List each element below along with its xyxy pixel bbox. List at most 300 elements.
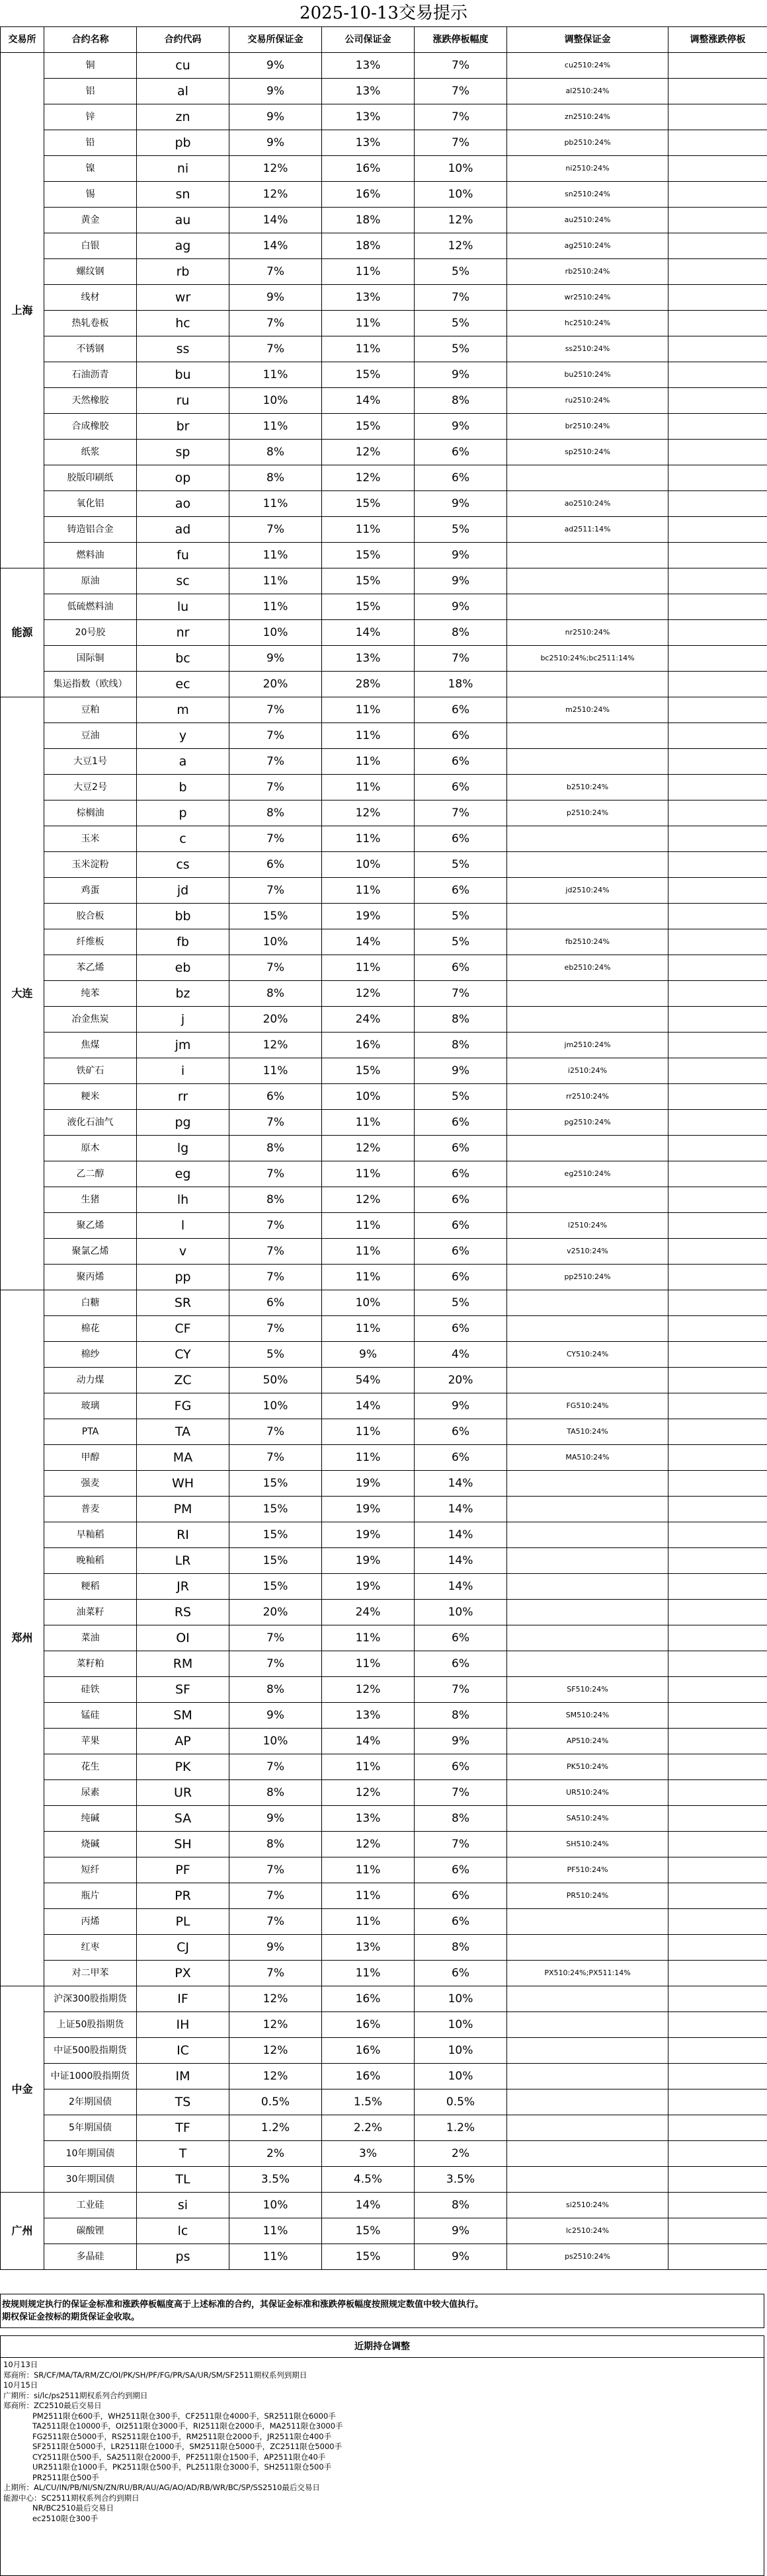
exchange-margin-cell: 12% — [229, 1033, 322, 1058]
exchange-margin-cell: 8% — [229, 1832, 322, 1857]
contract-code-cell: TF — [137, 2115, 229, 2141]
price-limit-cell: 6% — [415, 1883, 507, 1909]
price-limit-cell: 9% — [415, 1393, 507, 1419]
adjust-limit-cell — [668, 1342, 767, 1368]
company-margin-cell: 11% — [322, 1419, 415, 1445]
adjust-margin-cell — [507, 1471, 668, 1497]
recent-line: FG2511限仓5000手，RS2511限仓100手，RM2511限仓2000手，JR2511限仓400手 — [32, 2431, 332, 2441]
adjust-margin-cell: TA510:24% — [507, 1419, 668, 1445]
adjust-margin-cell: jm2510:24% — [507, 1033, 668, 1058]
header-adjust-limit: 调整涨跌停板 — [668, 27, 767, 53]
contract-name-cell: 沪深300股指期货 — [44, 1986, 137, 2012]
contract-code-cell: ss — [137, 336, 229, 362]
adjust-margin-cell: si2510:24% — [507, 2193, 668, 2218]
contract-code-cell: LR — [137, 1548, 229, 1574]
exchange-margin-cell: 9% — [229, 1806, 322, 1832]
exchange-margin-cell: 7% — [229, 1316, 322, 1342]
contract-code-cell: PL — [137, 1909, 229, 1935]
company-margin-cell: 15% — [322, 491, 415, 517]
company-margin-cell: 2.2% — [322, 2115, 415, 2141]
price-limit-cell: 6% — [415, 1961, 507, 1986]
contract-code-cell: WH — [137, 1471, 229, 1497]
price-limit-cell: 10% — [415, 2038, 507, 2064]
exchange-margin-cell: 3.5% — [229, 2167, 322, 2193]
adjust-limit-cell — [668, 1084, 767, 1110]
company-margin-cell: 11% — [322, 1961, 415, 1986]
adjust-limit-cell — [668, 672, 767, 697]
table-row — [1, 208, 767, 233]
price-limit-cell: 6% — [415, 749, 507, 775]
company-margin-cell: 13% — [322, 79, 415, 104]
contract-name-cell: 原油 — [44, 568, 137, 594]
exchange-margin-cell: 9% — [229, 79, 322, 104]
adjust-limit-cell — [668, 1522, 767, 1548]
exchange-cell: 广州 — [1, 2193, 44, 2270]
price-limit-cell: 9% — [415, 568, 507, 594]
company-margin-cell: 11% — [322, 1754, 415, 1780]
contract-code-cell: IC — [137, 2038, 229, 2064]
adjust-limit-cell — [668, 336, 767, 362]
adjust-limit-cell — [668, 53, 767, 79]
price-limit-cell: 0.5% — [415, 2089, 507, 2115]
contract-code-cell: ni — [137, 156, 229, 182]
recent-line: ec2510限仓300手 — [32, 2513, 99, 2523]
adjust-limit-cell — [668, 1806, 767, 1832]
exchange-margin-cell: 11% — [229, 414, 322, 440]
price-limit-cell: 9% — [415, 1729, 507, 1754]
company-margin-cell: 16% — [322, 156, 415, 182]
recent-lines — [1, 2358, 764, 2524]
company-margin-cell: 19% — [322, 1548, 415, 1574]
adjust-limit-cell — [668, 1935, 767, 1961]
contract-code-cell: p — [137, 800, 229, 826]
adjust-margin-cell: cu2510:24% — [507, 53, 668, 79]
exchange-margin-cell: 9% — [229, 53, 322, 79]
recent-line: 郑商所：SR/CF/MA/TA/RM/ZC/OI/PK/SH/PF/FG/PR/SA/UR/SM/SF2511期权系列到期日 — [3, 2370, 307, 2380]
contract-name-cell: 玉米淀粉 — [44, 852, 137, 878]
price-limit-cell: 5% — [415, 259, 507, 285]
table-row — [1, 981, 767, 1007]
contract-name-cell: 生猪 — [44, 1187, 137, 1213]
note-line: 按规则规定执行的保证金标准和涨跌停板幅度高于上述标准的合约，其保证金标准和涨跌停板幅度按照规定数值中较大值执行。 — [2, 2300, 484, 2310]
contract-name-cell: 晚籼稻 — [44, 1548, 137, 1574]
price-limit-cell: 7% — [415, 1780, 507, 1806]
contract-code-cell: lh — [137, 1187, 229, 1213]
company-margin-cell: 11% — [322, 1445, 415, 1471]
exchange-cell: 上海 — [1, 53, 44, 568]
table-row — [1, 1600, 767, 1625]
exchange-margin-cell: 20% — [229, 672, 322, 697]
price-limit-cell: 10% — [415, 156, 507, 182]
exchange-margin-cell: 7% — [229, 336, 322, 362]
company-margin-cell: 11% — [322, 336, 415, 362]
table-row — [1, 130, 767, 156]
price-limit-cell: 12% — [415, 208, 507, 233]
price-limit-cell: 14% — [415, 1574, 507, 1600]
adjust-margin-cell — [507, 2012, 668, 2038]
company-margin-cell: 15% — [322, 2244, 415, 2270]
adjust-limit-cell — [668, 156, 767, 182]
table-row — [1, 800, 767, 826]
price-limit-cell: 5% — [415, 1084, 507, 1110]
adjust-margin-cell: SM510:24% — [507, 1703, 668, 1729]
adjust-margin-cell: ao2510:24% — [507, 491, 668, 517]
header-exchange: 交易所 — [1, 27, 44, 53]
price-limit-cell: 6% — [415, 465, 507, 491]
exchange-margin-cell: 5% — [229, 1342, 322, 1368]
adjust-margin-cell: wr2510:24% — [507, 285, 668, 311]
adjust-margin-cell: pg2510:24% — [507, 1110, 668, 1136]
exchange-margin-cell: 7% — [229, 697, 322, 723]
contract-code-cell: rb — [137, 259, 229, 285]
price-limit-cell: 18% — [415, 672, 507, 697]
contract-name-cell: 烧碱 — [44, 1832, 137, 1857]
table-row — [1, 1703, 767, 1729]
table-row — [1, 2115, 767, 2141]
exchange-margin-cell: 7% — [229, 1754, 322, 1780]
recent-line: SF2511限仓5000手，LR2511限仓1000手，SM2511限仓5000手，ZC2511限仓5000手 — [32, 2442, 343, 2451]
adjust-margin-cell: i2510:24% — [507, 1058, 668, 1084]
adjust-margin-cell — [507, 1909, 668, 1935]
adjust-margin-cell — [507, 543, 668, 568]
contract-code-cell: bb — [137, 904, 229, 929]
adjust-limit-cell — [668, 414, 767, 440]
adjust-limit-cell — [668, 1832, 767, 1857]
adjust-margin-cell: PF510:24% — [507, 1857, 668, 1883]
table-row — [1, 672, 767, 697]
contract-code-cell: cu — [137, 53, 229, 79]
exchange-margin-cell: 7% — [229, 311, 322, 336]
company-margin-cell: 11% — [322, 311, 415, 336]
exchange-margin-cell: 7% — [229, 955, 322, 981]
exchange-margin-cell: 9% — [229, 1935, 322, 1961]
price-limit-cell: 8% — [415, 1033, 507, 1058]
exchange-margin-cell: 11% — [229, 1058, 322, 1084]
exchange-margin-cell: 7% — [229, 878, 322, 904]
exchange-margin-cell: 7% — [229, 517, 322, 543]
adjust-margin-cell: m2510:24% — [507, 697, 668, 723]
table-row — [1, 2089, 767, 2115]
table-row — [1, 1033, 767, 1058]
adjust-margin-cell: MA510:24% — [507, 1445, 668, 1471]
contract-name-cell: 锰硅 — [44, 1703, 137, 1729]
company-margin-cell: 15% — [322, 414, 415, 440]
company-margin-cell: 12% — [322, 1832, 415, 1857]
contract-name-cell: 油菜籽 — [44, 1600, 137, 1625]
company-margin-cell: 9% — [322, 1342, 415, 1368]
contract-code-cell: SA — [137, 1806, 229, 1832]
table-row — [1, 388, 767, 414]
contract-code-cell: wr — [137, 285, 229, 311]
contract-code-cell: v — [137, 1239, 229, 1265]
company-margin-cell: 16% — [322, 2012, 415, 2038]
exchange-margin-cell: 7% — [229, 1909, 322, 1935]
company-margin-cell: 1.5% — [322, 2089, 415, 2115]
adjust-limit-cell — [668, 543, 767, 568]
price-limit-cell: 6% — [415, 826, 507, 852]
table-row — [1, 1883, 767, 1909]
exchange-cell: 中金 — [1, 1986, 44, 2193]
company-margin-cell: 15% — [322, 362, 415, 388]
table-row — [1, 233, 767, 259]
price-limit-cell: 7% — [415, 1677, 507, 1703]
table-row — [1, 749, 767, 775]
price-limit-cell: 9% — [415, 1058, 507, 1084]
company-margin-cell: 12% — [322, 1187, 415, 1213]
contract-code-cell: SM — [137, 1703, 229, 1729]
adjust-limit-cell — [668, 1471, 767, 1497]
company-margin-cell: 14% — [322, 1729, 415, 1754]
price-limit-cell: 6% — [415, 1213, 507, 1239]
company-margin-cell: 12% — [322, 1780, 415, 1806]
adjust-margin-cell — [507, 594, 668, 620]
adjust-margin-cell: b2510:24% — [507, 775, 668, 800]
adjust-margin-cell — [507, 749, 668, 775]
contract-code-cell: ad — [137, 517, 229, 543]
adjust-limit-cell — [668, 79, 767, 104]
adjust-limit-cell — [668, 1883, 767, 1909]
table-row — [1, 1265, 767, 1290]
table-row — [1, 1007, 767, 1033]
contract-code-cell: CF — [137, 1316, 229, 1342]
price-limit-cell: 12% — [415, 233, 507, 259]
contract-name-cell: 铅 — [44, 130, 137, 156]
company-margin-cell: 18% — [322, 233, 415, 259]
table-row — [1, 1522, 767, 1548]
adjust-limit-cell — [668, 620, 767, 646]
adjust-margin-cell — [507, 981, 668, 1007]
contract-code-cell: si — [137, 2193, 229, 2218]
exchange-margin-cell: 14% — [229, 233, 322, 259]
adjust-limit-cell — [668, 311, 767, 336]
adjust-margin-cell — [507, 1007, 668, 1033]
company-margin-cell: 19% — [322, 1471, 415, 1497]
company-margin-cell: 19% — [322, 904, 415, 929]
table-body — [1, 53, 767, 2270]
contract-code-cell: UR — [137, 1780, 229, 1806]
contract-name-cell: 铁矿石 — [44, 1058, 137, 1084]
company-margin-cell: 16% — [322, 2064, 415, 2089]
adjust-limit-cell — [668, 1625, 767, 1651]
company-margin-cell: 19% — [322, 1497, 415, 1522]
contract-code-cell: a — [137, 749, 229, 775]
recent-line: UR2511限仓1000手，PK2511限仓500手，PL2511限仓3000手，SH2511限仓500手 — [32, 2462, 332, 2472]
contract-code-cell: RI — [137, 1522, 229, 1548]
company-margin-cell: 12% — [322, 440, 415, 465]
contract-name-cell: 纤维板 — [44, 929, 137, 955]
table-row — [1, 182, 767, 208]
price-limit-cell: 14% — [415, 1548, 507, 1574]
company-margin-cell: 14% — [322, 620, 415, 646]
contract-name-cell: 纸浆 — [44, 440, 137, 465]
company-margin-cell: 54% — [322, 1368, 415, 1393]
table-row — [1, 1084, 767, 1110]
recent-line: 上期所：AL/CU/IN/PB/NI/SN/ZN/RU/BR/AU/AG/AO/AD/RB/WR/BC/SP/SS2510最后交易日 — [3, 2483, 320, 2492]
company-margin-cell: 10% — [322, 1290, 415, 1316]
contract-name-cell: 上证50股指期货 — [44, 2012, 137, 2038]
contract-name-cell: 纯苯 — [44, 981, 137, 1007]
exchange-margin-cell: 7% — [229, 1857, 322, 1883]
company-margin-cell: 4.5% — [322, 2167, 415, 2193]
adjust-limit-cell — [668, 1729, 767, 1754]
adjust-limit-cell — [668, 723, 767, 749]
company-margin-cell: 14% — [322, 2193, 415, 2218]
company-margin-cell: 11% — [322, 1625, 415, 1651]
table-row — [1, 1471, 767, 1497]
adjust-margin-cell — [507, 1600, 668, 1625]
adjust-margin-cell — [507, 2115, 668, 2141]
table-row — [1, 775, 767, 800]
adjust-margin-cell: pb2510:24% — [507, 130, 668, 156]
contract-code-cell: ec — [137, 672, 229, 697]
adjust-limit-cell — [668, 568, 767, 594]
company-margin-cell: 13% — [322, 1935, 415, 1961]
table-row — [1, 1136, 767, 1161]
table-row — [1, 1342, 767, 1368]
adjust-limit-cell — [668, 981, 767, 1007]
company-margin-cell: 11% — [322, 878, 415, 904]
table-row — [1, 1935, 767, 1961]
adjust-margin-cell: rb2510:24% — [507, 259, 668, 285]
exchange-margin-cell: 7% — [229, 1265, 322, 1290]
contract-code-cell: nr — [137, 620, 229, 646]
adjust-margin-cell: bu2510:24% — [507, 362, 668, 388]
adjust-margin-cell: zn2510:24% — [507, 104, 668, 130]
exchange-margin-cell: 12% — [229, 2012, 322, 2038]
adjust-margin-cell: ps2510:24% — [507, 2244, 668, 2270]
exchange-margin-cell: 6% — [229, 1084, 322, 1110]
contract-name-cell: 动力煤 — [44, 1368, 137, 1393]
exchange-margin-cell: 14% — [229, 208, 322, 233]
table-row — [1, 517, 767, 543]
contract-name-cell: 国际铜 — [44, 646, 137, 672]
contract-name-cell: 甲醇 — [44, 1445, 137, 1471]
company-margin-cell: 13% — [322, 53, 415, 79]
company-margin-cell: 11% — [322, 697, 415, 723]
company-margin-cell: 11% — [322, 1265, 415, 1290]
exchange-margin-cell: 11% — [229, 491, 322, 517]
adjust-margin-cell — [507, 1497, 668, 1522]
adjust-limit-cell — [668, 1033, 767, 1058]
contract-name-cell: 碳酸锂 — [44, 2218, 137, 2244]
exchange-margin-cell: 15% — [229, 1471, 322, 1497]
company-margin-cell: 11% — [322, 1161, 415, 1187]
table-row — [1, 1213, 767, 1239]
exchange-margin-cell: 12% — [229, 182, 322, 208]
table-row — [1, 1393, 767, 1419]
exchange-margin-cell: 10% — [229, 929, 322, 955]
company-margin-cell: 12% — [322, 1677, 415, 1703]
company-margin-cell: 13% — [322, 1703, 415, 1729]
adjust-margin-cell — [507, 1136, 668, 1161]
exchange-margin-cell: 1.2% — [229, 2115, 322, 2141]
contract-name-cell: 瓶片 — [44, 1883, 137, 1909]
company-margin-cell: 13% — [322, 646, 415, 672]
price-limit-cell: 6% — [415, 1265, 507, 1290]
recent-line: PM2511限仓600手，WH2511限仓300手，CF2511限仓4000手，SR2511限仓6000手 — [32, 2411, 336, 2421]
contract-name-cell: 焦煤 — [44, 1033, 137, 1058]
contract-code-cell: m — [137, 697, 229, 723]
contract-code-cell: ps — [137, 2244, 229, 2270]
contract-code-cell: SF — [137, 1677, 229, 1703]
contract-code-cell: T — [137, 2141, 229, 2167]
adjust-margin-cell — [507, 1316, 668, 1342]
price-limit-cell: 5% — [415, 311, 507, 336]
exchange-margin-cell: 15% — [229, 904, 322, 929]
price-limit-cell: 6% — [415, 1161, 507, 1187]
price-limit-cell: 10% — [415, 2064, 507, 2089]
contract-name-cell: 原木 — [44, 1136, 137, 1161]
adjust-limit-cell — [668, 852, 767, 878]
adjust-margin-cell: ss2510:24% — [507, 336, 668, 362]
price-limit-cell: 7% — [415, 79, 507, 104]
table-row — [1, 491, 767, 517]
contract-name-cell: 冶金焦炭 — [44, 1007, 137, 1033]
company-margin-cell: 12% — [322, 981, 415, 1007]
contract-name-cell: 黄金 — [44, 208, 137, 233]
company-margin-cell: 15% — [322, 543, 415, 568]
adjust-limit-cell — [668, 1187, 767, 1213]
company-margin-cell: 14% — [322, 1393, 415, 1419]
table-row — [1, 878, 767, 904]
contract-code-cell: i — [137, 1058, 229, 1084]
price-limit-cell: 5% — [415, 852, 507, 878]
contract-name-cell: 2年期国债 — [44, 2089, 137, 2115]
adjust-limit-cell — [668, 440, 767, 465]
adjust-limit-cell — [668, 465, 767, 491]
adjust-margin-cell — [507, 1935, 668, 1961]
price-limit-cell: 14% — [415, 1522, 507, 1548]
company-margin-cell: 12% — [322, 465, 415, 491]
contract-name-cell: 低硫燃料油 — [44, 594, 137, 620]
contract-code-cell: jm — [137, 1033, 229, 1058]
table-row — [1, 2064, 767, 2089]
contract-code-cell: SR — [137, 1290, 229, 1316]
contract-code-cell: FG — [137, 1393, 229, 1419]
contract-name-cell: 普麦 — [44, 1497, 137, 1522]
contract-name-cell: 对二甲苯 — [44, 1961, 137, 1986]
exchange-margin-cell: 11% — [229, 543, 322, 568]
adjust-limit-cell — [668, 955, 767, 981]
contract-name-cell: 合成橡胶 — [44, 414, 137, 440]
adjust-limit-cell — [668, 1857, 767, 1883]
exchange-margin-cell: 7% — [229, 1239, 322, 1265]
contract-code-cell: ru — [137, 388, 229, 414]
margin-table — [0, 26, 767, 2270]
adjust-margin-cell: nr2510:24% — [507, 620, 668, 646]
header-price-limit: 涨跌停板幅度 — [415, 27, 507, 53]
table-row — [1, 440, 767, 465]
company-margin-cell: 15% — [322, 594, 415, 620]
contract-name-cell: 棉花 — [44, 1316, 137, 1342]
adjust-margin-cell — [507, 2089, 668, 2115]
adjust-margin-cell — [507, 2064, 668, 2089]
adjust-limit-cell — [668, 182, 767, 208]
adjust-limit-cell — [668, 1548, 767, 1574]
price-limit-cell: 6% — [415, 1909, 507, 1935]
contract-code-cell: pb — [137, 130, 229, 156]
adjust-margin-cell — [507, 672, 668, 697]
contract-name-cell: 热轧卷板 — [44, 311, 137, 336]
recent-line: 10月15日 — [3, 2380, 38, 2390]
exchange-margin-cell: 7% — [229, 723, 322, 749]
company-margin-cell: 15% — [322, 2218, 415, 2244]
price-limit-cell: 7% — [415, 285, 507, 311]
contract-name-cell: 鸡蛋 — [44, 878, 137, 904]
adjust-limit-cell — [668, 2218, 767, 2244]
contract-code-cell: TA — [137, 1419, 229, 1445]
price-limit-cell: 6% — [415, 775, 507, 800]
